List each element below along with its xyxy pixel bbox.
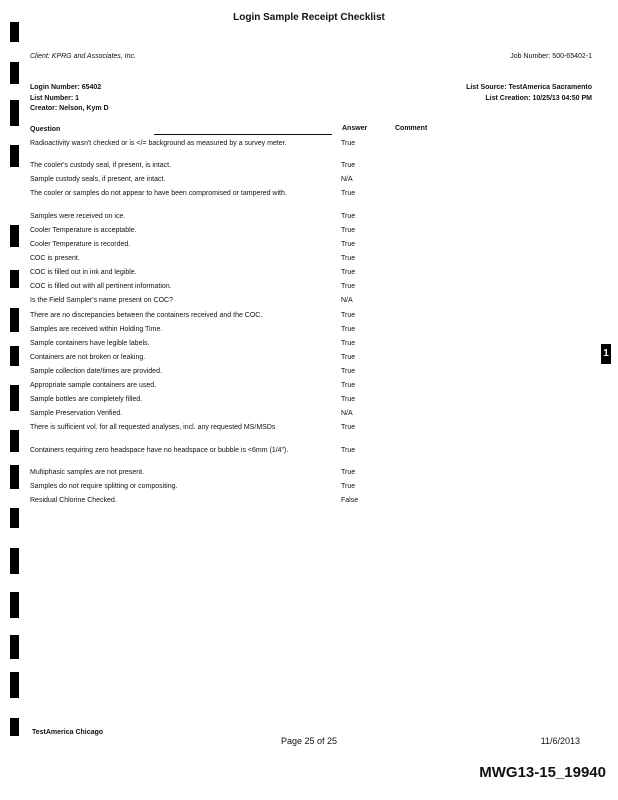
answer-value: True [341,213,356,220]
answer-value: True [341,424,356,431]
comment-header: Comment [395,125,428,132]
answer-value: N/A [341,176,353,183]
scan-margin-mark [10,22,19,42]
question-text: Samples do not require splitting or compositing. [30,483,178,490]
answer-value: True [341,255,356,262]
job-number: Job Number: 500-65402-1 [510,53,592,60]
answer-value: True [341,140,356,147]
answer-value: True [341,227,356,234]
scan-margin-mark [10,145,19,167]
list-creation: List Creation: 10/25/13 04:50 PM [485,94,592,102]
scan-margin-mark [10,430,19,452]
scan-margin-mark [10,270,19,288]
answer-value: N/A [341,410,353,417]
question-text: There are no discrepancies between the containers received and the COC. [30,312,263,319]
question-text: Cooler Temperature is recorded. [30,241,131,248]
scan-margin-mark [10,385,19,411]
scan-margin-mark [10,672,19,698]
page-title: Login Sample Receipt Checklist [233,12,385,23]
scan-margin-mark [10,548,19,574]
question-text: The cooler's custody seal, if present, is intact. [30,162,172,169]
scan-margin-mark [10,592,19,618]
side-page-marker: 1 [601,344,611,364]
scan-margin-mark [10,635,19,659]
question-text: Samples were received on ice. [30,213,126,220]
answer-value: True [341,190,356,197]
question-text: There is sufficient vol. for all requested analyses, incl. any requested MS/MSDs [30,424,276,431]
question-text: Containers requiring zero headspace have no headspace or bubble is <6mm (1/4"). [30,447,289,454]
scan-margin-mark [10,62,19,84]
answer-value: True [341,354,356,361]
question-text: Residual Chlorine Checked. [30,497,117,504]
question-text: Multiphasic samples are not present. [30,469,144,476]
question-text: Containers are not broken or leaking. [30,354,146,361]
footer-date: 11/6/2013 [540,736,580,746]
answer-value: True [341,241,356,248]
login-number: Login Number: 65402 [30,84,102,91]
question-text: Samples are received within Holding Time. [30,326,163,333]
list-source: List Source: TestAmerica Sacramento [466,84,592,91]
answer-value: True [341,162,356,169]
answer-value: True [341,340,356,347]
answer-value: True [341,312,356,319]
answer-value: N/A [341,297,353,304]
answer-value: True [341,447,356,454]
question-text: Cooler Temperature is acceptable. [30,227,137,234]
answer-value: True [341,269,356,276]
question-text: Sample containers have legible labels. [30,340,150,347]
scan-margin-mark [10,308,19,332]
question-text: COC is filled out in ink and legible. [30,269,137,276]
answer-value: True [341,396,356,403]
answer-value: True [341,469,356,476]
question-text: COC is filled out with all pertinent information. [30,283,172,290]
answer-header: Answer [342,125,368,132]
list-number: List Number: 1 [30,94,80,102]
footer-company: TestAmerica Chicago [32,729,104,736]
answer-value: True [341,382,356,389]
scan-margin-mark [10,465,19,489]
login-info [30,83,109,115]
list-info [466,83,592,104]
question-text: Sample custody seals, if present, are intact. [30,176,166,183]
scan-margin-mark [10,718,19,736]
question-text: Appropriate sample containers are used. [30,382,157,389]
question-text: The cooler or samples do not appear to have been compromised or tampered with. [30,190,287,197]
answer-value: True [341,326,356,333]
scan-margin-mark [10,225,19,247]
answer-value: False [341,497,359,504]
page-number: Page 25 of 25 [280,736,338,746]
scan-margin-mark [10,508,19,528]
answer-value: True [341,483,356,490]
question-text: Sample collection date/times are provided. [30,368,162,375]
question-text: Sample Preservation Verified. [30,410,123,417]
creator: Creator: Nelson, Kym D [30,105,109,112]
client-name: Client: KPRG and Associates, Inc. [30,53,136,60]
document-id: MWG13-15_19940 [479,764,606,781]
scan-margin-mark [10,346,19,366]
scan-margin-mark [10,100,19,126]
header-underline [154,134,332,135]
question-text: Radioactivity wasn't checked or is </= background as measured by a survey meter. [30,140,287,147]
question-text: Is the Field Sampler's name present on COC? [30,297,173,304]
question-text: Sample bottles are completely filled. [30,396,143,403]
answer-value: True [341,283,356,290]
question-header: Question [30,126,61,133]
question-text: COC is present. [30,255,80,262]
answer-value: True [341,368,356,375]
